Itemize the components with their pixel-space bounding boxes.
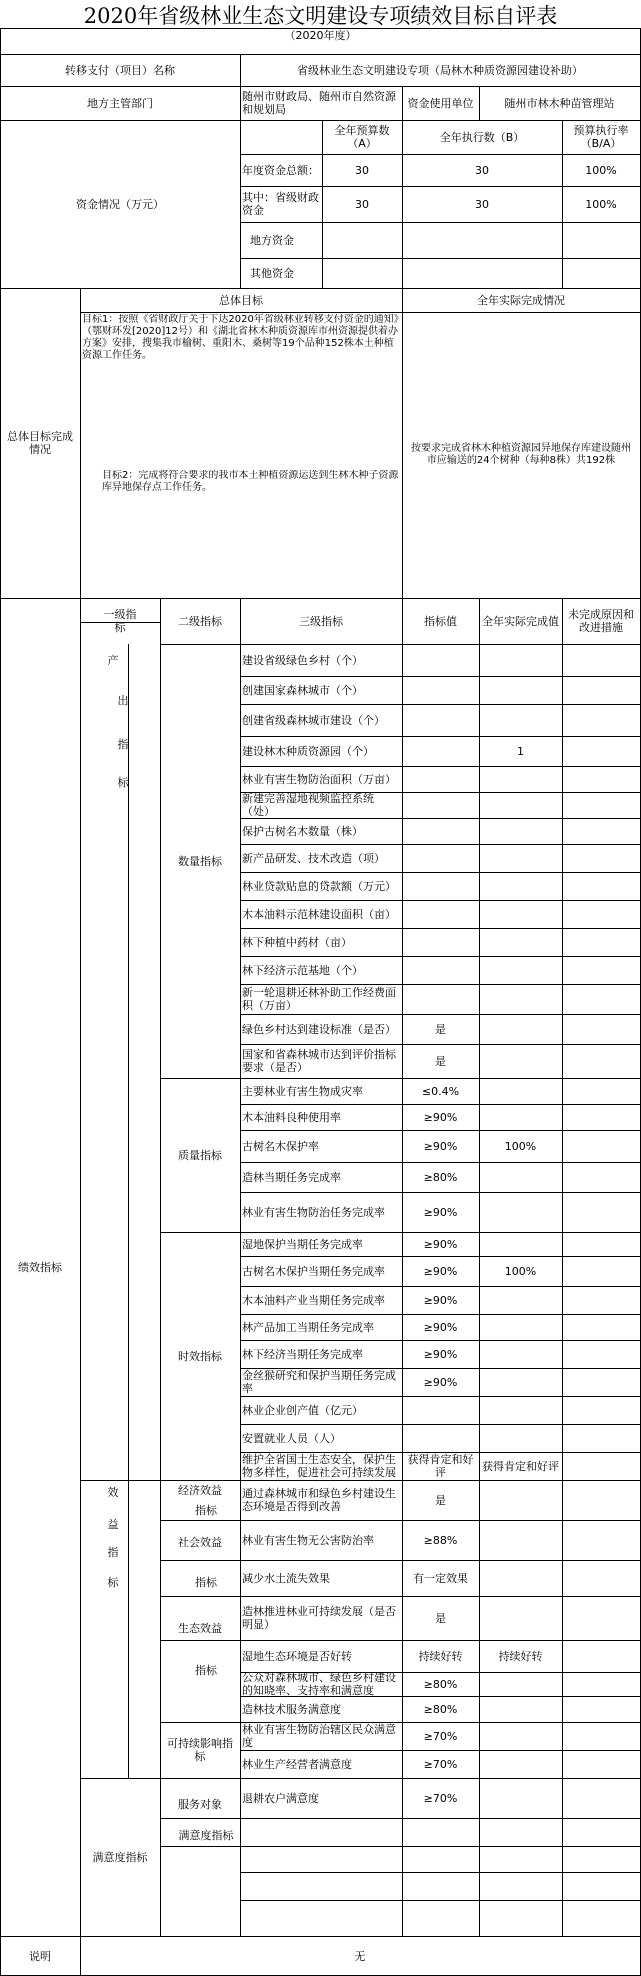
- perf-h-reason: 未完成原因和改进措施: [568, 608, 634, 634]
- goals-actual: 按要求完成省林木种植资源园异地保存库建设随州市应输送的24个树种（每种8株）共192株: [411, 443, 631, 466]
- indicator-actual: [479, 956, 562, 984]
- funds-row-budget: [322, 258, 402, 288]
- indicator-actual: [479, 872, 562, 900]
- indicator-value: 是: [435, 1611, 446, 1625]
- indicator-actual: [479, 1750, 562, 1778]
- indicator-actual: [479, 1232, 562, 1256]
- effect-char-3: 指: [107, 1545, 119, 1559]
- note-label: 说明: [29, 1949, 51, 1963]
- indicator-name: 林下经济示范基地（个）: [242, 963, 363, 977]
- funds-col-exec: 全年执行数（B）: [439, 130, 525, 144]
- indicator-value: [402, 644, 479, 676]
- indicator-value: [402, 928, 479, 956]
- indicator-actual: [479, 1104, 562, 1130]
- indicator-name: 安置就业人员（人）: [242, 1431, 341, 1445]
- funds-row-rate: [562, 222, 640, 258]
- indicator-actual: [479, 1192, 562, 1232]
- funds-label: 资金情况（万元）: [76, 197, 164, 211]
- service-sub: 满意度指标: [178, 1828, 234, 1842]
- indicator-actual: 100%: [504, 1264, 537, 1278]
- perf-h-level3: 三级指标: [299, 614, 343, 628]
- funds-row-label: 地方资金: [250, 233, 294, 247]
- indicator-name: 造林推进林业可持续发展（是否明显）: [242, 1605, 396, 1631]
- goals-col-goal: 总体目标: [219, 293, 263, 307]
- indicator-value: [402, 792, 479, 818]
- indicator-actual: [479, 928, 562, 956]
- indicator-value: ≥90%: [423, 1375, 458, 1389]
- year-subtitle: （2020年度）: [284, 29, 357, 42]
- transfer-name-label: 转移支付（项目）名称: [65, 63, 175, 77]
- indicator-reason: [562, 1192, 640, 1232]
- indicator-actual: 持续好转: [498, 1649, 543, 1663]
- indicator-actual: [479, 1340, 562, 1368]
- indicator-reason: [562, 1424, 640, 1452]
- indicator-name: 古树名木保护率: [242, 1139, 319, 1153]
- indicator-reason: [562, 736, 640, 766]
- funds-row-label: 年度资金总额：: [242, 163, 319, 177]
- effect-char-1: 效: [107, 1485, 119, 1499]
- indicator-reason: [562, 676, 640, 704]
- indicator-actual: [479, 1044, 562, 1078]
- funds-row-rate: [562, 258, 640, 288]
- indicator-value: [402, 900, 479, 928]
- perf-h-level1: 一级指标: [103, 608, 137, 634]
- indicator-name: 新一轮退耕还林补助工作经费面积（万亩）: [242, 986, 396, 1012]
- indicator-value: ≥90%: [423, 1264, 458, 1278]
- indicator-value: 获得肯定和好评: [407, 1453, 474, 1479]
- indicator-reason: [562, 1078, 640, 1104]
- indicator-name: 林业生产经营者满意度: [242, 1757, 352, 1771]
- indicator-value: [402, 704, 479, 736]
- note-value: 无: [354, 1949, 366, 1963]
- indicator-actual: [479, 1696, 562, 1722]
- unit-value: 随州市林木种苗管理站: [504, 96, 615, 110]
- indicator-actual: [479, 792, 562, 818]
- indicator-name: 新产品研发、技术改造（项）: [242, 851, 385, 865]
- social-sub: 指标: [195, 1575, 217, 1589]
- indicator-name: 公众对森林城市、绿色乡村建设的知晓率、支持率和满意度: [242, 1672, 396, 1696]
- indicator-actual: [479, 676, 562, 704]
- indicator-actual: [479, 818, 562, 844]
- page-title: 2020年省级林业生态文明建设专项绩效目标自评表: [83, 4, 558, 28]
- indicator-reason: [562, 1014, 640, 1044]
- dept-label: 地方主管部门: [87, 96, 153, 110]
- perf-h-level2: 二级指标: [178, 614, 222, 628]
- indicator-reason: [562, 1368, 640, 1396]
- indicator-reason: [562, 1452, 640, 1480]
- indicator-actual: [479, 1596, 562, 1640]
- indicator-name: 古树名木保护当期任务完成率: [242, 1264, 385, 1278]
- indicator-reason: [562, 1044, 640, 1078]
- indicator-name: 保护古树名木数量（株）: [242, 824, 363, 838]
- funds-row-budget: [322, 222, 402, 258]
- indicator-reason: [562, 1696, 640, 1722]
- perf-h-actual: 全年实际完成值: [482, 614, 559, 628]
- indicator-value: ≥90%: [423, 1205, 458, 1219]
- indicator-actual: [479, 1520, 562, 1560]
- satisfaction-label: 满意度指标: [92, 1850, 148, 1864]
- indicator-reason: [562, 1640, 640, 1672]
- indicator-reason: [562, 1162, 640, 1192]
- indicator-actual: 获得肯定和好评: [482, 1459, 559, 1473]
- econ-label: 经济效益: [178, 1483, 222, 1497]
- indicator-name: 造林技术服务满意度: [242, 1702, 341, 1716]
- indicator-reason: [562, 704, 640, 736]
- effect-char-2: 益: [107, 1517, 119, 1531]
- indicator-value: [402, 956, 479, 984]
- indicator-value: [402, 736, 479, 766]
- indicator-reason: [562, 1750, 640, 1778]
- indicator-value: ≥80%: [423, 1677, 458, 1691]
- quality-label: 质量指标: [178, 1148, 222, 1162]
- indicator-reason: [562, 1480, 640, 1520]
- perf-label: 绩效指标: [18, 1260, 62, 1274]
- unit-label: 资金使用单位: [407, 96, 474, 110]
- indicator-reason: [562, 818, 640, 844]
- output-char-4: 标: [117, 775, 129, 789]
- indicator-actual: [479, 1162, 562, 1192]
- indicator-reason: [562, 872, 640, 900]
- indicator-value: [402, 766, 479, 792]
- indicator-actual: [479, 1014, 562, 1044]
- indicator-name: 林下经济当期任务完成率: [242, 1347, 363, 1361]
- indicator-reason: [562, 1286, 640, 1314]
- indicator-value: [402, 1396, 479, 1424]
- goals-label: 总体目标完成情况: [7, 430, 73, 456]
- indicator-value: ≥70%: [423, 1729, 458, 1743]
- indicator-reason: [562, 844, 640, 872]
- indicator-actual: [479, 900, 562, 928]
- output-char-1: 产: [107, 653, 119, 667]
- indicator-actual: [479, 844, 562, 872]
- indicator-name: 金丝猴研究和保护当期任务完成率: [242, 1369, 396, 1395]
- indicator-name: 新建完善湿地视频监控系统（处）: [242, 792, 374, 818]
- funds-row-exec: [402, 222, 562, 258]
- indicator-value: [402, 844, 479, 872]
- indicator-reason: [562, 956, 640, 984]
- indicator-reason: [562, 644, 640, 676]
- indicator-name: 维护全省国土生态安全，保护生物多样性，促进社会可持续发展: [242, 1453, 396, 1479]
- indicator-value: ≥80%: [423, 1170, 458, 1184]
- indicator-name: 主要林业有害生物成灾率: [242, 1084, 363, 1098]
- indicator-actual: [479, 704, 562, 736]
- indicator-actual: [479, 1078, 562, 1104]
- service-label: 服务对象: [178, 1797, 222, 1811]
- indicator-value: 有一定效果: [413, 1571, 468, 1585]
- sustain-label: 可持续影响指标: [167, 1737, 233, 1763]
- indicator-reason: [562, 1722, 640, 1750]
- indicator-reason: [562, 1396, 640, 1424]
- indicator-reason: [562, 928, 640, 956]
- goal-2: 目标2：完成将符合要求的我市本土种植资源运送到生林木种子资源库异地保存点工作任务。: [102, 470, 399, 493]
- output-char-2: 出: [117, 693, 129, 707]
- output-char-3: 指: [117, 737, 129, 751]
- eco-label: 生态效益: [178, 1621, 222, 1635]
- funds-col-budget: 全年预算数（A）: [334, 124, 390, 150]
- indicator-actual: [479, 1722, 562, 1750]
- indicator-reason: [562, 1596, 640, 1640]
- indicator-name: 林产品加工当期任务完成率: [242, 1320, 374, 1334]
- indicator-name: 木本油料良种使用率: [242, 1110, 341, 1124]
- indicator-name: 林下种植中药材（亩）: [242, 935, 352, 949]
- funds-row-exec: 30: [475, 163, 489, 177]
- indicator-reason: [562, 1130, 640, 1162]
- quantity-label: 数量指标: [178, 854, 222, 868]
- indicator-reason: [562, 900, 640, 928]
- eco-sub: 指标: [195, 1663, 217, 1677]
- econ-sub: 指标: [195, 1503, 217, 1517]
- indicator-name: 造林当期任务完成率: [242, 1170, 341, 1184]
- indicator-value: ≥90%: [423, 1293, 458, 1307]
- indicator-reason: [562, 766, 640, 792]
- indicator-value: ≥90%: [423, 1320, 458, 1334]
- indicator-actual: [479, 766, 562, 792]
- funds-row-budget: 30: [355, 163, 369, 177]
- indicator-value: ≥70%: [423, 1791, 458, 1805]
- indicator-value: [402, 984, 479, 1014]
- goals-col-actual: 全年实际完成情况: [477, 293, 565, 307]
- indicator-name: 通过森林城市和绿色乡村建设生态环境是否得到改善: [242, 1487, 396, 1513]
- indicator-name: 创建省级森林城市建设（个）: [242, 713, 385, 727]
- indicator-actual: [479, 1314, 562, 1340]
- indicator-name: 减少水土流失效果: [242, 1571, 330, 1585]
- indicator-reason: [562, 1672, 640, 1696]
- indicator-actual: [479, 1368, 562, 1396]
- funds-col-rate: 预算执行率（B/A）: [573, 124, 629, 150]
- indicator-name: 林业企业创产值（亿元）: [242, 1403, 363, 1417]
- indicator-reason: [562, 1232, 640, 1256]
- indicator-reason: [562, 792, 640, 818]
- indicator-name: 退耕农户满意度: [242, 1791, 319, 1805]
- indicator-reason: [562, 1256, 640, 1286]
- indicator-reason: [562, 984, 640, 1014]
- indicator-name: 林业有害生物无公害防治率: [242, 1533, 374, 1547]
- perf-h-value: 指标值: [424, 614, 457, 628]
- goal-1: 目标1：按照《省财政厅关于下达2020年省级林业转移支付资金的通知》（鄂财环发[2020]12号）和《湖北省林木种质资源库市州资源提供着办方案》安排，搜集我市榆树、重阳木、桑树等19个品种152株本土种植资源工作任务。: [82, 314, 399, 361]
- indicator-name: 国家和省森林城市达到评价指标要求（是否）: [242, 1048, 396, 1074]
- indicator-name: 创建国家森林城市（个）: [242, 683, 363, 697]
- indicator-name: 建设林木种质资源园（个）: [242, 744, 374, 758]
- indicator-actual: [479, 984, 562, 1014]
- indicator-actual: [479, 1286, 562, 1314]
- indicator-reason: [562, 1520, 640, 1560]
- indicator-name: 绿色乡村达到建设标准（是否）: [242, 1022, 396, 1036]
- indicator-reason: [562, 1314, 640, 1340]
- indicator-reason: [562, 1340, 640, 1368]
- indicator-actual: [479, 1480, 562, 1520]
- indicator-actual: [479, 644, 562, 676]
- funds-row-rate: 100%: [585, 197, 617, 211]
- indicator-reason: [562, 1778, 640, 1818]
- indicator-value: [402, 818, 479, 844]
- timeliness-label: 时效指标: [178, 1349, 222, 1363]
- funds-row-exec: [402, 258, 562, 288]
- funds-row-label: 其他资金: [250, 266, 294, 280]
- dept-value: 随州市财政局、随州市自然资源和规划局: [242, 90, 396, 116]
- indicator-value: ≤0.4%: [421, 1084, 460, 1098]
- indicator-name: 木本油料示范林建设面积（亩）: [242, 907, 396, 921]
- indicator-name: 林业有害生物防治面积（万亩）: [242, 772, 396, 786]
- indicator-value: ≥90%: [423, 1347, 458, 1361]
- indicator-actual: [479, 1778, 562, 1818]
- indicator-actual: [479, 1396, 562, 1424]
- indicator-actual: [479, 1672, 562, 1696]
- indicator-name: 湿地生态环境是否好转: [242, 1649, 352, 1663]
- effect-char-4: 标: [107, 1575, 119, 1589]
- indicator-value: ≥70%: [423, 1757, 458, 1771]
- indicator-value: [402, 872, 479, 900]
- indicator-name: 林业贷款贴息的贷款额（万元）: [242, 879, 396, 893]
- indicator-value: 是: [435, 1493, 446, 1507]
- indicator-name: 湿地保护当期任务完成率: [242, 1237, 363, 1251]
- social-label: 社会效益: [178, 1535, 222, 1549]
- indicator-name: 建设省级绿色乡村（个）: [242, 653, 363, 667]
- indicator-value: 持续好转: [418, 1649, 463, 1663]
- indicator-value: 是: [435, 1022, 446, 1036]
- indicator-value: ≥88%: [423, 1533, 458, 1547]
- indicator-reason: [562, 1560, 640, 1596]
- indicator-value: ≥80%: [423, 1702, 458, 1716]
- indicator-reason: [562, 1104, 640, 1130]
- indicator-value: 是: [435, 1054, 446, 1068]
- funds-row-exec: 30: [475, 197, 489, 211]
- indicator-name: 林业有害生物防治辖区民众满意度: [242, 1723, 396, 1749]
- indicator-actual: [479, 1560, 562, 1596]
- indicator-value: ≥90%: [423, 1139, 458, 1153]
- funds-row-rate: 100%: [585, 163, 617, 177]
- funds-row-budget: 30: [355, 197, 369, 211]
- indicator-actual: [479, 1424, 562, 1452]
- indicator-actual: 100%: [504, 1139, 537, 1153]
- indicator-value: [402, 676, 479, 704]
- indicator-value: ≥90%: [423, 1110, 458, 1124]
- indicator-name: 林业有害生物防治任务完成率: [242, 1205, 385, 1219]
- indicator-value: ≥90%: [423, 1237, 458, 1251]
- indicator-value: [402, 1424, 479, 1452]
- indicator-actual: 1: [517, 744, 524, 758]
- indicator-name: 木本油料产业当期任务完成率: [242, 1293, 385, 1307]
- transfer-name-value: 省级林业生态文明建设专项（局林木种质资源园建设补助）: [297, 63, 583, 77]
- funds-row-label: 其中：省级财政资金: [242, 191, 319, 217]
